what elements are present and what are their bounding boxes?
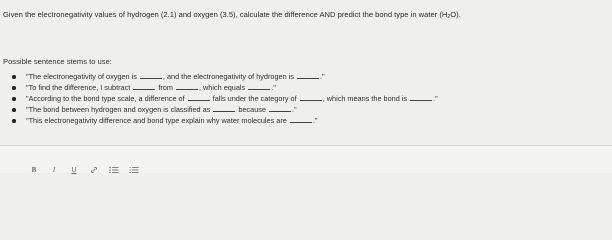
blank-line [188, 93, 210, 101]
blank-line [213, 104, 235, 112]
editor-toolbar [26, 165, 146, 175]
list-item: "The bond between hydrogen and oxygen is classified as because ." [12, 104, 602, 115]
link-button[interactable] [86, 165, 102, 175]
blank-line [176, 82, 198, 90]
blank-line [410, 93, 432, 101]
bulleted-list-button[interactable] [106, 165, 122, 175]
question-text: Given the electronegativity values of hydrogen (2.1) and oxygen (3.5), calculate the difference AND predict the bond type in water (H [3, 10, 448, 19]
blank-line [269, 104, 291, 112]
blank-line [248, 82, 270, 90]
blank-line [297, 71, 319, 79]
list-item: "According to the bond type scale, a difference of falls under the category of , which means the bond is ." [12, 93, 602, 104]
numbered-list-icon [129, 166, 139, 174]
list-item: "This electronegativity difference and bond type explain why water molecules are ." [12, 115, 602, 126]
blank-line [140, 71, 162, 79]
question-prompt [3, 10, 609, 22]
question-subscript: 2 [447, 14, 451, 20]
italic-button[interactable]: I [52, 166, 56, 174]
blank-line [133, 82, 155, 90]
blank-line [290, 115, 312, 123]
numbered-list-button[interactable] [126, 165, 142, 175]
bulleted-list-icon [109, 166, 119, 174]
link-icon [90, 166, 98, 174]
underline-button[interactable]: U [71, 166, 77, 174]
list-item: "The electronegativity of oxygen is , and the electronegativity of hydrogen is ." [12, 71, 602, 82]
bold-button[interactable]: B [31, 166, 37, 174]
sentence-stems-list [12, 71, 602, 126]
list-item: "To find the difference, I subtract from , which equals ." [12, 82, 602, 93]
question-suffix: O). [450, 10, 461, 19]
blank-line [300, 93, 322, 101]
stems-label: Possible sentence stems to use: [3, 57, 112, 66]
